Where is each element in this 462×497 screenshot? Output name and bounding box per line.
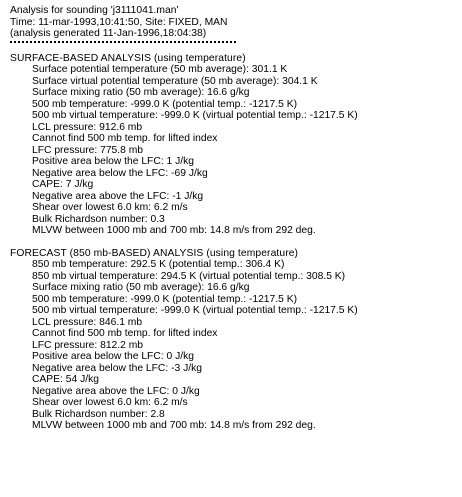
forecast-line: Positive area below the LFC: 0 J/kg — [32, 351, 194, 362]
forecast-section-title: FORECAST (850 mb-BASED) ANALYSIS (using temperature) — [10, 247, 299, 259]
surface-line: Cannot find 500 mb temp. for lifted index — [32, 133, 218, 144]
surface-line: CAPE: 7 J/kg — [32, 179, 94, 190]
surface-section-title: SURFACE-BASED ANALYSIS (using temperature) — [10, 52, 246, 64]
forecast-line: Negative area above the LFC: 0 J/kg — [32, 385, 200, 397]
surface-line: 500 mb temperature: -999.0 K (potential temp.: -1217.5 K) — [32, 98, 298, 110]
surface-line: Negative area below the LFC: -69 J/kg — [32, 167, 208, 179]
forecast-line: Bulk Richardson number: 2.8 — [32, 408, 165, 420]
surface-section — [10, 53, 458, 237]
surface-line: Surface potential temperature (50 mb average): 301.1 K — [32, 64, 288, 75]
forecast-line: LCL pressure: 846.1 mb — [32, 316, 143, 328]
forecast-line: CAPE: 54 J/kg — [32, 374, 99, 385]
header-divider — [10, 41, 236, 47]
surface-line: Shear over lowest 6.0 km: 6.2 m/s — [32, 202, 188, 213]
surface-line: LFC pressure: 775.8 mb — [32, 144, 144, 156]
forecast-line: 850 mb temperature: 292.5 K (potential temp.: 306.4 K) — [32, 259, 285, 270]
surface-line: MLVW between 1000 mb and 700 mb: 14.8 m/s from 292 deg. — [32, 225, 316, 236]
surface-line: Surface mixing ratio (50 mb average): 16.6 g/kg — [32, 87, 250, 98]
forecast-line: LFC pressure: 812.2 mb — [32, 339, 144, 351]
forecast-line: Negative area below the LFC: -3 J/kg — [32, 362, 202, 374]
surface-line: 500 mb virtual temperature: -999.0 K (virtual potential temp.: -1217.5 K) — [32, 110, 358, 121]
forecast-line: Surface mixing ratio (50 mb average): 16.6 g/kg — [32, 282, 250, 293]
forecast-line: 500 mb virtual temperature: -999.0 K (virtual potential temp.: -1217.5 K) — [32, 305, 358, 316]
header-time-site: Time: 11-mar-1993,10:41:50, Site: FIXED, MAN — [10, 16, 228, 28]
forecast-line: Cannot find 500 mb temp. for lifted index — [32, 328, 218, 339]
document-header — [10, 5, 458, 47]
surface-line: Surface virtual potential temperature (50 mb average): 304.1 K — [32, 75, 318, 87]
forecast-section — [10, 248, 458, 432]
forecast-line: 500 mb temperature: -999.0 K (potential temp.: -1217.5 K) — [32, 293, 298, 305]
surface-line: LCL pressure: 912.6 mb — [32, 121, 143, 133]
surface-line: Positive area below the LFC: 1 J/kg — [32, 156, 194, 167]
surface-line: Negative area above the LFC: -1 J/kg — [32, 190, 204, 202]
header-generated-date: (analysis generated 11-Jan-1996,18:04:38) — [10, 28, 207, 39]
forecast-line: MLVW between 1000 mb and 700 mb: 14.8 m/s from 292 deg. — [32, 420, 316, 431]
forecast-line: Shear over lowest 6.0 km: 6.2 m/s — [32, 397, 188, 408]
surface-line: Bulk Richardson number: 0.3 — [32, 213, 165, 225]
section-spacer — [10, 237, 458, 248]
forecast-line: 850 mb virtual temperature: 294.5 K (virtual potential temp.: 308.5 K) — [32, 270, 346, 282]
header-sounding-title: Analysis for sounding 'j3111041.man' — [10, 5, 179, 16]
